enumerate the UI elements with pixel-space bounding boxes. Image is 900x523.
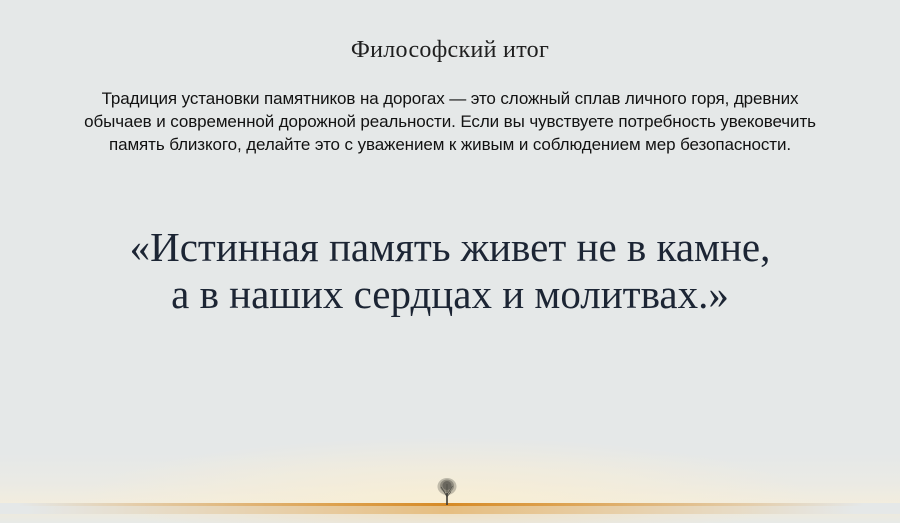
philosophy-quote-line-1: «Истинная память живет не в камне, <box>129 224 771 270</box>
intro-paragraph-line-1: Традиция установки памятников на дорогах — это сложный сплав личного горя, древних <box>101 89 799 108</box>
intro-paragraph-line-3: память близкого, делайте это с уважением к живым и соблюдением мер безопасности. <box>109 135 791 154</box>
lone-tree-icon <box>434 476 460 506</box>
ground-strip <box>0 514 900 523</box>
philosophy-quote-line-2: а в наших сердцах и молитвах.» <box>171 271 729 317</box>
intro-paragraph-line-2: обычаев и современной дорожной реальности. Если вы чувствуете потребность увековечить <box>84 112 816 131</box>
philosophy-quote <box>0 224 900 318</box>
horizon-soft-band <box>0 506 900 514</box>
page-title: Философский итог <box>350 37 550 63</box>
sky-haze-gradient <box>0 453 900 503</box>
intro-paragraph <box>10 87 890 156</box>
sunset-glow <box>0 423 900 503</box>
slide <box>0 36 900 523</box>
footer-landscape <box>0 423 900 523</box>
horizon-line <box>0 503 900 506</box>
